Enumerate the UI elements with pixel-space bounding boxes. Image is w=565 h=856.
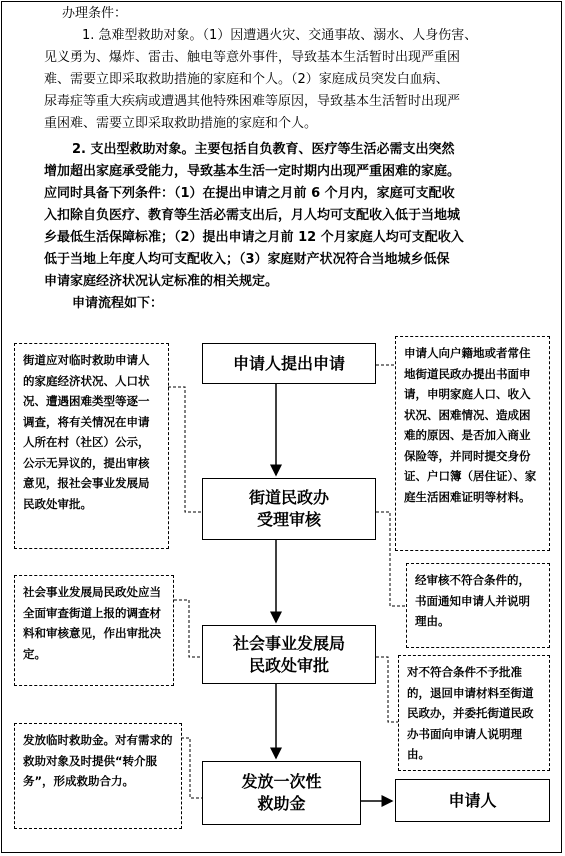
flow-step-payment	[202, 761, 361, 825]
para1-line-5: 重困难、需要立即采取救助措施的家庭和个人。	[44, 116, 318, 131]
note-bureau-review: 社会事业发展局民政处应当全面审查街道上报的调查材料和审核意见，作出审批决定。	[14, 575, 174, 686]
para2-line-6: 低于当地上年度人均可支配收入；（3）家庭财产状况符合当地城乡低保	[44, 252, 450, 267]
flow-step-payment-line2: 救助金	[257, 794, 306, 813]
flow-step-apply-label: 申请人提出申请	[232, 353, 345, 373]
para1-line-3: 难、需要立即采取救助措施的家庭和个人。（2）家庭成员突发白血病、	[44, 72, 449, 87]
flow-applicant	[395, 779, 550, 822]
para2-line-5: 乡最低生活保障标准；（2）提出申请之月前 12 个月家庭人均可支配收入	[44, 230, 464, 245]
note-street-investigation: 街道应对临时救助申请人的家庭经济状况、人口状况、遭遇困难类型等逐一调查，将有关情况在申请人所在村（社区）公示，公示无异议的，提出审核意见，报社会事业发展局民政处审批。	[14, 343, 169, 549]
para1-line-4: 尿毒症等重大疾病或遭遇其他特殊困难等原因，导致基本生活暂时出现严	[44, 94, 461, 109]
note-application-materials: 申请人向户籍地或者常住地街道民政办提出书面申请，申明家庭人口、收入状况、困难情况、造成困难的原因、是否加入商业保险等，并同时提交身份证、户口簿（居住证）、家庭生活困难证明等材料。	[395, 336, 550, 551]
para1-line-1: 1. 急难型救助对象。（1）因遭遇火灾、交通事故、溺水、人身伤害、	[82, 28, 478, 43]
flow-step-apply	[202, 343, 376, 384]
flow-step-bureau-approval-line2: 民政处审批	[248, 655, 329, 675]
para2-line-2: 增加超出家庭承受能力，导致基本生活一定时期内出现严重困难的家庭。	[44, 164, 461, 179]
note-approval-rejected: 对不符合条件不予批准的，退回申请材料至街道民政办，并委托街道民政办书面向申请人说明理由。	[398, 655, 550, 771]
note-payment-referral: 发放临时救助金。对有需求的救助对象及时提供“转介服务”，形成救助合力。	[14, 723, 182, 829]
connector-left2	[174, 600, 202, 657]
flow-title: 申请流程如下：	[72, 296, 164, 311]
connector-left1	[168, 387, 202, 512]
para2-line-7: 申请家庭经济状况认定标准的相关规定。	[44, 274, 279, 289]
conditions-title: 办理条件：	[62, 6, 128, 21]
flow-step-street-review-line1: 街道民政办	[248, 488, 329, 507]
flow-step-bureau-approval-line1: 社会事业发展局	[232, 633, 345, 653]
para2-line-1: 2. 支出型救助对象。主要包括自负教育、医疗等生活必需支出突然	[72, 142, 455, 157]
para2-line-4: 入扣除自负医疗、教育等生活必需支出后，月人均可支配收入低于当地城	[44, 208, 461, 223]
connector-left3	[181, 738, 202, 798]
connector-right3	[376, 657, 398, 722]
flow-step-street-review	[202, 478, 376, 540]
para1-line-2: 见义勇为、爆炸、雷击、触电等意外事件，导致基本生活暂时出现严重困	[44, 50, 461, 65]
flow-applicant-label: 申请人	[448, 790, 497, 810]
note-review-rejected: 经审核不符合条件的，书面通知申请人并说明理由。	[406, 563, 550, 648]
para2-line-3: 应同时具备下列条件：（1）在提出申请之月前 6 个月内，家庭可支配收	[44, 186, 455, 201]
flow-step-bureau-approval	[202, 625, 376, 684]
flow-step-payment-line1: 发放一次性	[241, 772, 322, 791]
flow-step-street-review-line2: 受理审核	[256, 510, 321, 529]
